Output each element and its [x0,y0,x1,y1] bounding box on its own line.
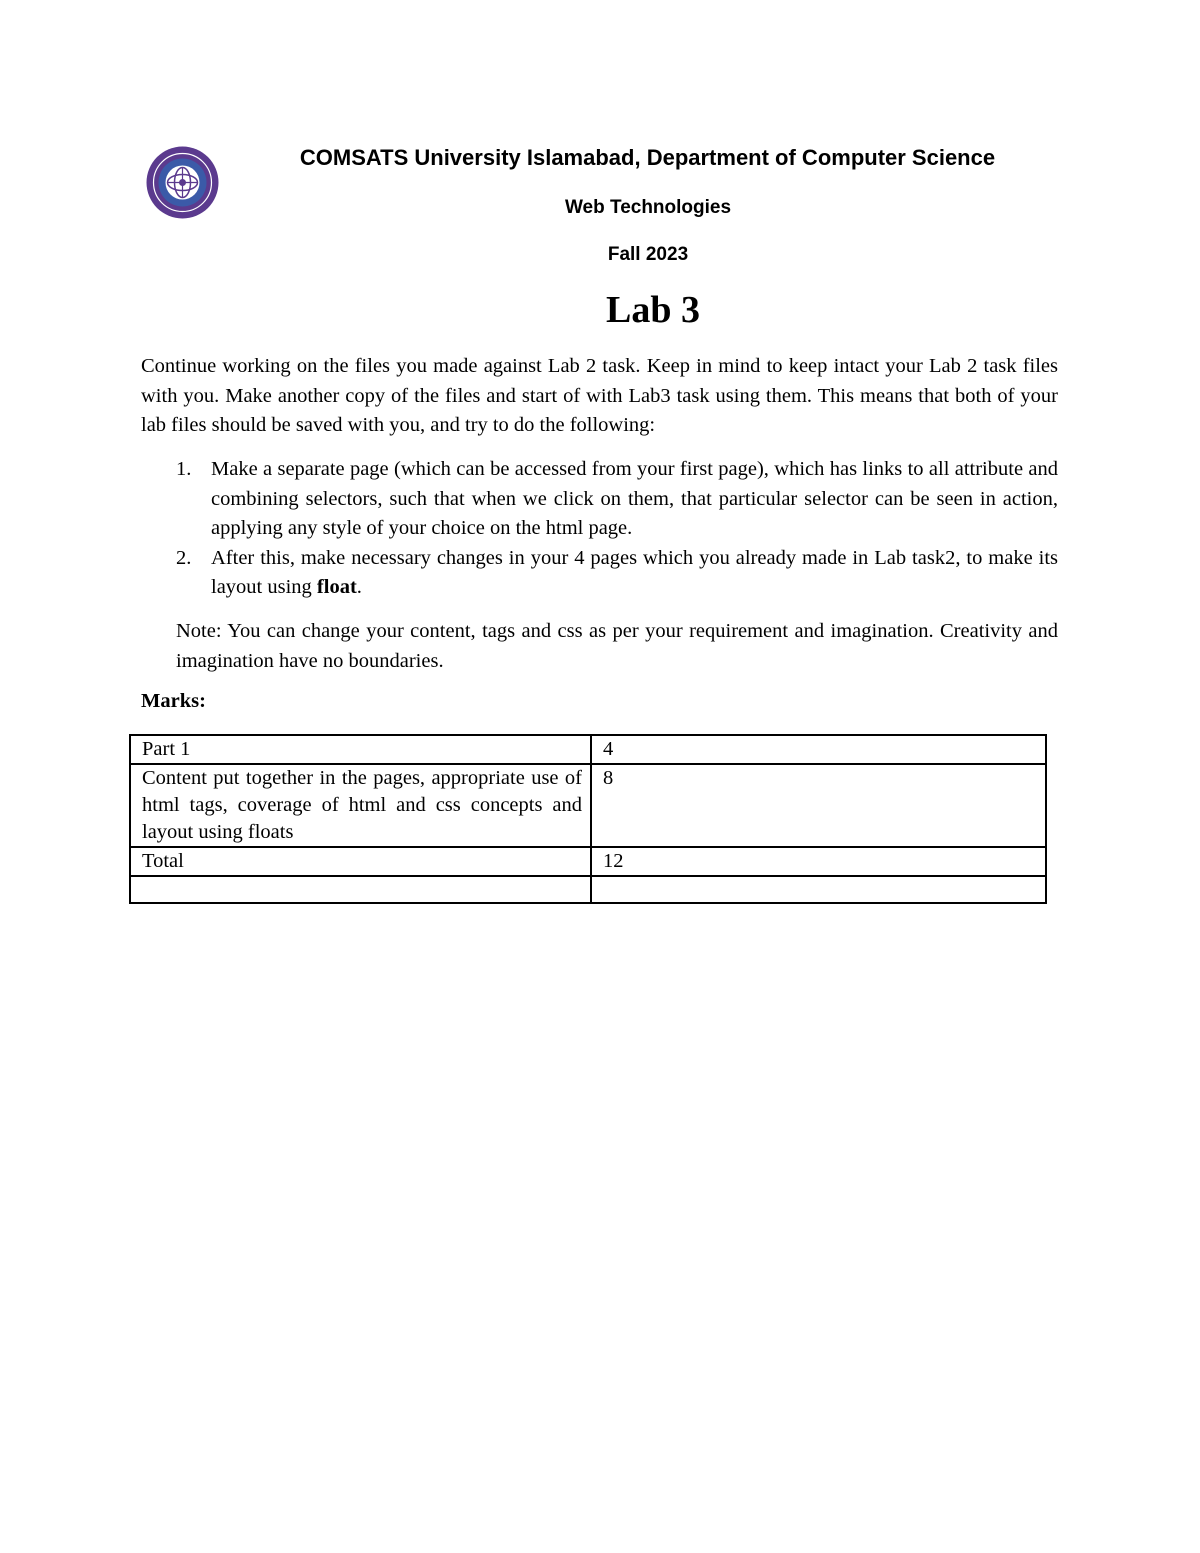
task-text-end: . [356,576,362,598]
university-heading: COMSATS University Islamabad, Department of Computer Science [299,145,996,170]
intro-paragraph: Continue working on the files you made against Lab 2 task. Keep in mind to keep intact your Lab 2 task files with you. Make another copy of the files and start of with Lab3 task using them. This means that both of your lab files should be saved with you, and try to do the following: [141,355,1058,436]
course-name: Web Technologies [564,197,732,218]
task-item [141,544,1058,603]
task-keyword: float [316,576,357,598]
task-item [141,455,1058,544]
task-number: 1. [176,458,192,480]
page-title: Lab 3 [606,289,700,331]
task-text: After this, make necessary changes in your 4 pages which you already made in Lab task2, to make its layout using [211,546,1058,598]
marks-table [129,734,1047,904]
table-cell-value: 8 [591,764,1046,847]
task-number: 2. [176,546,192,569]
task-text: Make a separate page (which can be accessed from your first page), which has links to all attribute and combining selectors, such that when we click on them, that particular selector can be seen in action, applying any style of your choice on the html page. [211,458,1058,539]
term-label: Fall 2023 [607,244,689,265]
table-row [130,764,1046,847]
table-cell-item: Content put together in the pages, appropriate use of html tags, coverage of html and css concepts and layout using floats [130,764,591,847]
marks-heading: Marks: [141,690,206,712]
table-cell-item: Part 1 [130,735,591,764]
table-row [130,876,1046,903]
table-cell-value: 12 [591,847,1046,876]
task-list [141,455,1058,603]
table-cell-item: Total [130,847,591,876]
note-paragraph: Note: You can change your content, tags and css as per your requirement and imagination. Creativity and imagination have no boundaries. [176,620,1058,672]
table-cell-value: 4 [591,735,1046,764]
table-row [130,735,1046,764]
table-cell-item [130,876,591,903]
table-cell-value [591,876,1046,903]
table-row [130,847,1046,876]
